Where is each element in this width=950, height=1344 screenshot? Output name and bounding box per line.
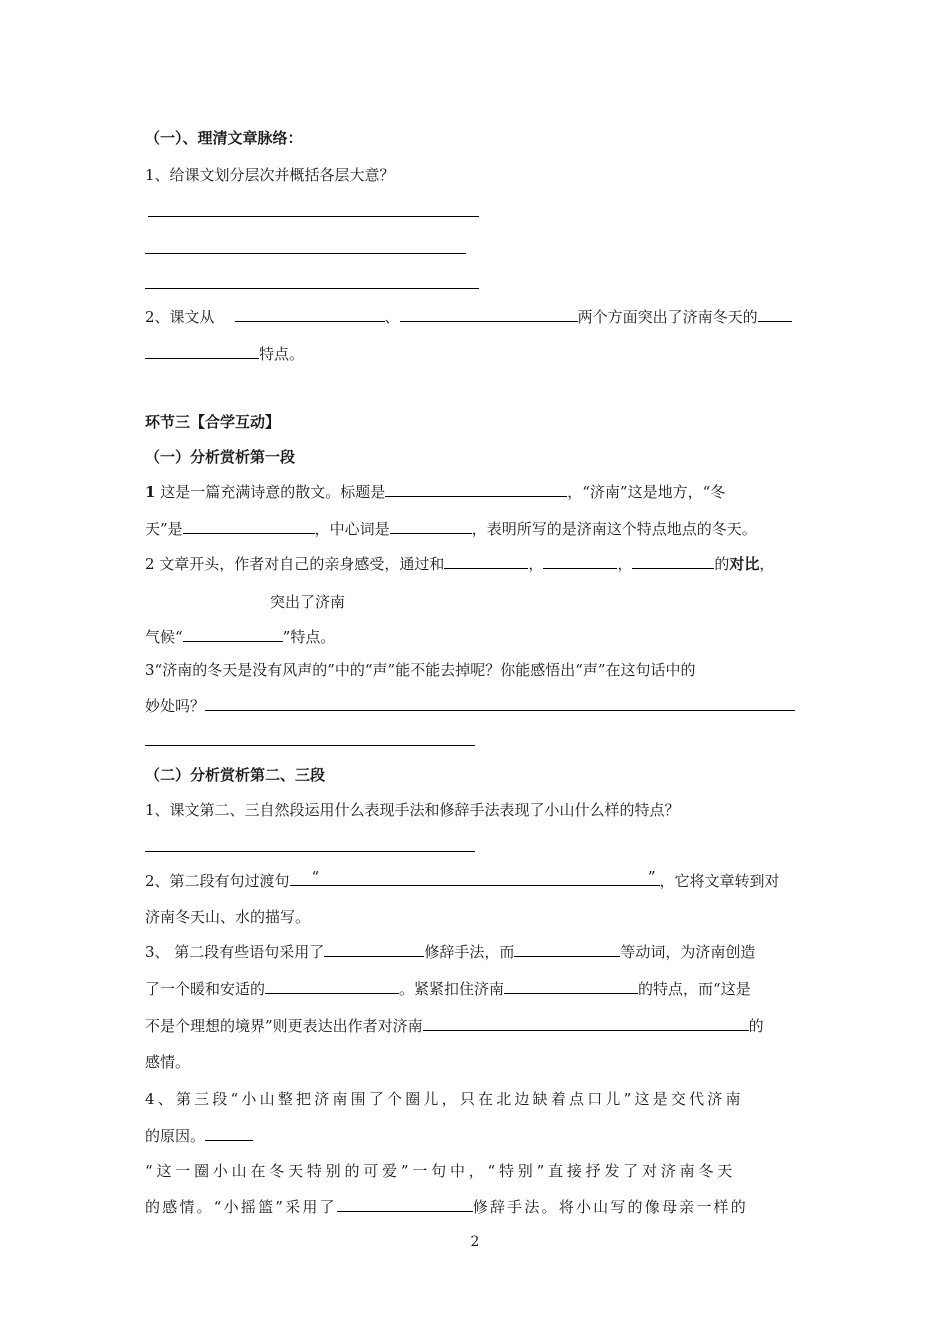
answer-blank[interactable] <box>423 1016 749 1031</box>
quote-mark: “ <box>311 868 320 886</box>
question-text: 等动词，为济南创造 <box>620 943 756 961</box>
question-text: 不是个理想的境界”则更表达出作者对济南 <box>145 1017 423 1035</box>
question-line <box>145 307 792 327</box>
question-text: 2 文章开头，作者对自己的亲身感受，通过和 <box>145 555 445 573</box>
question-line <box>145 482 725 502</box>
answer-blank[interactable] <box>183 627 283 642</box>
question-text: 了一个暖和安适的 <box>145 980 266 998</box>
answer-blank[interactable] <box>337 1197 473 1212</box>
question-text: 2、课文从 <box>145 308 215 326</box>
answer-blank[interactable] <box>543 554 617 569</box>
question-text: 感情。 <box>145 1053 191 1071</box>
answer-blank[interactable] <box>145 253 466 254</box>
question-text: ，表明所写的是济南这个特点地点的冬天。 <box>471 520 757 538</box>
answer-blank[interactable] <box>145 344 259 359</box>
answer-blank[interactable] <box>632 554 714 569</box>
page-number: 2 <box>470 1234 480 1250</box>
answer-blank[interactable] <box>758 307 792 322</box>
question-line <box>145 344 304 364</box>
question-text: 1、课文第二、三自然段运用什么表现手法和修辞手法表现了小山什么样的特点？ <box>145 801 680 819</box>
question-text: ，中心词是 <box>314 520 390 538</box>
question-text: 的感情。“小摇篮”采用了 <box>145 1198 337 1216</box>
question-text: 4、第三段“小山整把济南围了个圈儿，只在北边缺着点口儿”这是交代济南 <box>145 1090 744 1108</box>
answer-blank[interactable] <box>183 519 315 534</box>
question-line <box>145 1126 253 1146</box>
answer-blank[interactable] <box>390 519 472 534</box>
question-line <box>145 519 757 539</box>
answer-blank[interactable] <box>205 1126 253 1141</box>
question-text: ， <box>528 555 544 573</box>
question-line <box>145 979 751 999</box>
quote-mark: ” <box>647 868 656 886</box>
answer-blank[interactable] <box>235 307 385 322</box>
quote-blank[interactable] <box>290 868 660 886</box>
answer-blank[interactable] <box>145 288 479 289</box>
answer-blank[interactable] <box>504 979 638 994</box>
question-text: 2、第二段有句过渡句 <box>145 872 290 890</box>
question-text: 、 <box>384 308 400 326</box>
question-text: 特点。 <box>259 345 305 363</box>
question-number: 1 <box>145 483 156 501</box>
question-text: 气候“ <box>145 628 183 646</box>
question-line <box>145 868 780 891</box>
question-text: ”特点。 <box>282 628 336 646</box>
answer-blank[interactable] <box>145 745 475 746</box>
question-text: 修辞手法。将小山写的像母亲一样的 <box>472 1198 748 1216</box>
question-text: 3、 第二段有些语句采用了 <box>145 943 325 961</box>
question-text: 突出了济南 <box>270 593 346 611</box>
question-line <box>145 942 755 962</box>
part-heading: （二）分析赏析第二、三段 <box>145 766 326 784</box>
question-text: ， <box>759 555 775 573</box>
question-text: ， <box>617 555 633 573</box>
question-text: 1、给课文划分层次并概括各层大意？ <box>145 166 395 184</box>
question-text: “这一圈小山在冬天特别的可爱”一句中，“特别”直接抒发了对济南冬天 <box>145 1162 737 1180</box>
answer-blank[interactable] <box>444 554 528 569</box>
question-text: 的 <box>714 555 730 573</box>
section-heading: （一）、理清文章脉络： <box>145 129 303 147</box>
answer-blank[interactable] <box>400 307 578 322</box>
answer-blank[interactable] <box>265 979 399 994</box>
section-title: 环节三【合学互动】 <box>145 413 281 431</box>
question-text: 这是一篇充满诗意的散文。标题是 <box>160 483 386 501</box>
question-line <box>145 627 335 647</box>
emphasis-text: 对比 <box>729 555 760 573</box>
question-text: 天”是 <box>145 520 183 538</box>
question-text: 。紧紧扣住济南 <box>399 980 505 998</box>
answer-blank[interactable] <box>514 942 620 957</box>
question-line <box>145 696 795 716</box>
question-line <box>145 1016 764 1036</box>
question-text: ，“济南”这是地方，“冬 <box>567 483 726 501</box>
question-line <box>145 554 774 574</box>
question-text: 的特点，而“这是 <box>638 980 751 998</box>
question-text: ，它将文章转到对 <box>659 872 780 890</box>
answer-blank[interactable] <box>205 696 795 711</box>
question-text: 两个方面突出了济南冬天的 <box>577 308 758 326</box>
question-line <box>145 1197 748 1217</box>
question-text: 修辞手法，而 <box>424 943 515 961</box>
question-text: 3“济南的冬天是没有风声的”中的“声”能不能去掉呢？你能感悟出“声”在这句话中的 <box>145 661 696 679</box>
answer-blank[interactable] <box>385 482 567 497</box>
question-text: 济南冬天山、水的描写。 <box>145 908 311 926</box>
question-text: 的原因。 <box>145 1127 206 1145</box>
part-heading: （一）分析赏析第一段 <box>145 448 296 466</box>
answer-blank[interactable] <box>148 216 479 217</box>
question-text: 的 <box>748 1017 764 1035</box>
question-text: 妙处吗？ <box>145 697 206 715</box>
answer-blank[interactable] <box>324 942 424 957</box>
answer-blank[interactable] <box>145 851 475 852</box>
